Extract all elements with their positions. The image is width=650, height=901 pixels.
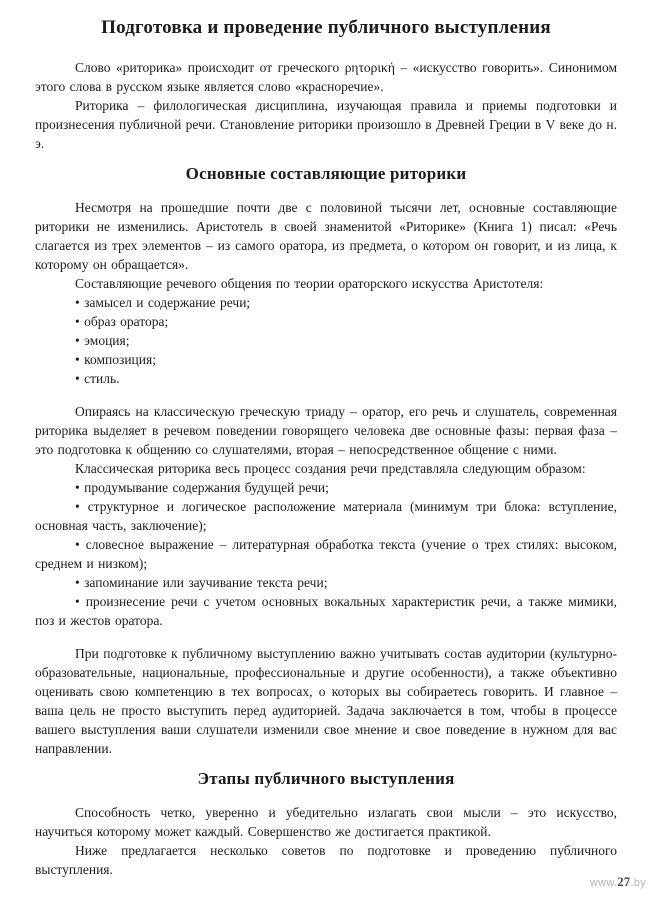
list-item: • замысел и содержание речи; (75, 295, 251, 310)
list-item: • запоминание или заучивание текста речи; (75, 575, 328, 590)
paragraph: Несмотря на прошедшие почти две с половиной тысячи лет, основные составляющие риторики не изменились. Аристотель в своей знаменитой «Риторике» (Книга 1) писал: «Речь слагается из трех элементов – из самого оратора, из предмета, о котором он говорит, и из лица, к которому он обращается». (35, 200, 617, 272)
list-item: • произнесение речи с учетом основных вокальных характеристик речи, а также мимики, поз и жестов оратора. (35, 594, 617, 628)
list-item: • стиль. (75, 371, 120, 386)
list-item: • словесное выражение – литературная обработка текста (учение о трех стилях: высоком, среднем и низком); (35, 537, 617, 571)
section-heading: Этапы публичного выступления (197, 769, 455, 788)
paragraph: Ниже предлагается несколько советов по подготовке и проведению публичного выступления. (35, 843, 617, 877)
list-item: • эмоция; (75, 333, 130, 348)
paragraph: Составляющие речевого общения по теории ораторского искусства Аристотеля: (75, 276, 544, 291)
list-item: • продумывание содержания будущей речи; (75, 480, 329, 495)
list-item: • композиция; (75, 352, 156, 367)
section-heading: Основные составляющие риторики (185, 164, 467, 183)
paragraph: Риторика – филологическая дисциплина, изучающая правила и приемы подготовки и произнесения публичной речи. Становление риторики произошло в Древней Греции в V веке до н. э. (35, 98, 617, 151)
paragraph: Способность четко, уверенно и убедительно излагать свои мысли – это искусство, научиться которому может каждый. Совершенство же достигается практикой. (35, 805, 617, 839)
document-body (35, 58, 617, 879)
page-number: 27 (617, 875, 631, 889)
watermark-suffix: .by (630, 877, 646, 889)
paragraph: Классическая риторика весь процесс создания речи представляла следующим образом: (75, 461, 586, 476)
paragraph: Слово «риторика» происходит от греческого ρητορική – «искусство говорить». Синонимом этого слова в русском языке является слово «красноречие». (35, 60, 617, 94)
document-title: Подготовка и проведение публичного выступления (101, 17, 551, 38)
list-item: • структурное и логическое расположение материала (минимум три блока: вступление, основная часть, заключение); (35, 499, 617, 533)
paragraph: При подготовке к публичному выступлению важно учитывать состав аудитории (культурно-образовательные, национальные, профессиональные и другие особенности), а также объективно оценивать свою компетенцию в тех вопросах, о которых вы собираетесь говорить. И главное – ваша цель не просто выступить перед аудиторией. Задача заключается в том, чтобы в процессе вашего выступления ваши слушатели изменили свое мнение и свое поведение в нужном для вас направлении. (35, 646, 617, 756)
watermark (590, 875, 646, 890)
list-item: • образ оратора; (75, 314, 169, 329)
watermark-prefix: www. (589, 877, 618, 889)
paragraph: Опираясь на классическую греческую триаду – оратор, его речь и слушатель, современная риторика выделяет в речевом поведении говорящего человека две основные фазы: первая фаза – это подготовка к общению со слушателями, вторая – непосредственное общение с ними. (35, 404, 617, 457)
